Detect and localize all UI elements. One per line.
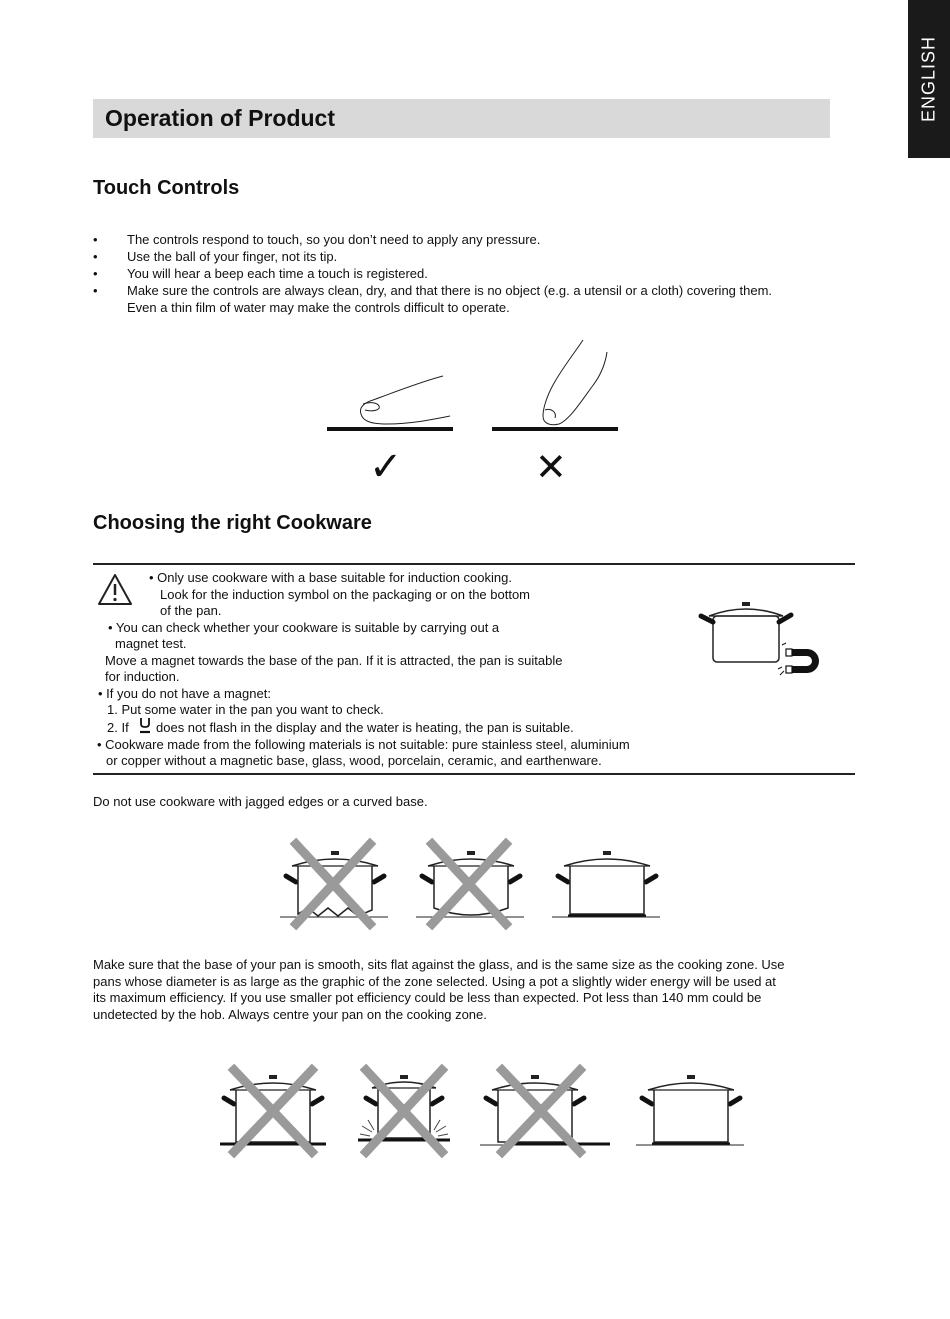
box-line: of the pan. [160,603,222,618]
box-line: 2. If [107,720,129,735]
finger-touch-figure [325,330,625,490]
box-line: • Only use cookware with a base suitable for induction cooking. [149,570,512,585]
jagged-edges-note: Do not use cookware with jagged edges or a curved base. [93,794,428,809]
list-item: • Make sure the controls are always clean, dry, and that there is no object (e.g. a utensil or a cloth) covering them. Even a thin film of water may make the controls difficult to operate. [93,282,853,316]
box-line: Move a magnet towards the base of the pan. If it is attracted, the pan is suitable [105,652,563,668]
box-line: for induction. [105,669,180,684]
pan-base-paragraph: Make sure that the base of your pan is smooth, sits flat against the glass, and is the same size as the cooking zone. Use pans whose diameter is as large as the graphic of the zone selected. Using a pot a slightly wider energy will be used at its maximum efficiency. If you use smaller pot efficiency could be less than expected. Pot less than 140 mm could be undetected by the hob. Always centre your pan on the cooking zone. [93,957,785,1022]
cookware-info-box [93,563,855,775]
box-line: Look for the induction symbol on the packaging or on the bottom [160,586,531,602]
no-pan-symbol-icon [138,717,152,735]
cookware-heading: Choosing the right Cookware [93,512,372,534]
correct-mark: ✓ [369,444,403,490]
warning-icon [97,573,133,607]
box-line: or copper without a magnetic base, glass, wood, porcelain, ceramic, and earthenware. [106,753,602,768]
box-line: magnet test. [115,636,187,651]
language-tab-label: ENGLISH [918,35,939,123]
pan-size-figure [218,1064,748,1164]
magnet-icon [777,641,821,677]
box-line: • If you do not have a magnet: [98,685,271,701]
touch-controls-heading: Touch Controls [93,177,240,199]
touch-controls-list [93,231,853,316]
finger-flat-icon [361,376,451,424]
list-item: • Use the ball of your finger, not its tip. [93,248,853,265]
box-line: • You can check whether your cookware is suitable by carrying out a [108,619,500,635]
finger-tip-icon [543,340,607,425]
language-tab [908,0,950,158]
wrong-mark: ✕ [535,445,567,489]
list-item: • You will hear a beep each time a touch is registered. [93,265,853,282]
pan-icon [636,1075,744,1145]
pan-base-shape-figure [280,838,660,938]
cross-icon [432,844,506,924]
list-item-continuation: Even a thin film of water may make the controls difficult to operate. [127,300,510,315]
list-item: • The controls respond to touch, so you don’t need to apply any pressure. [93,231,853,248]
section-title-bar [93,99,830,138]
cross-icon [502,1070,580,1152]
section-title: Operation of Product [105,105,335,131]
box-line: 1. Put some water in the pan you want to check. [107,702,384,717]
box-line: does not flash in the display and the water is heating, the pan is suitable. [156,720,574,735]
box-line: • Cookware made from the following materials is not suitable: pure stainless steel, aluminium [97,736,630,752]
pan-icon [552,851,660,917]
